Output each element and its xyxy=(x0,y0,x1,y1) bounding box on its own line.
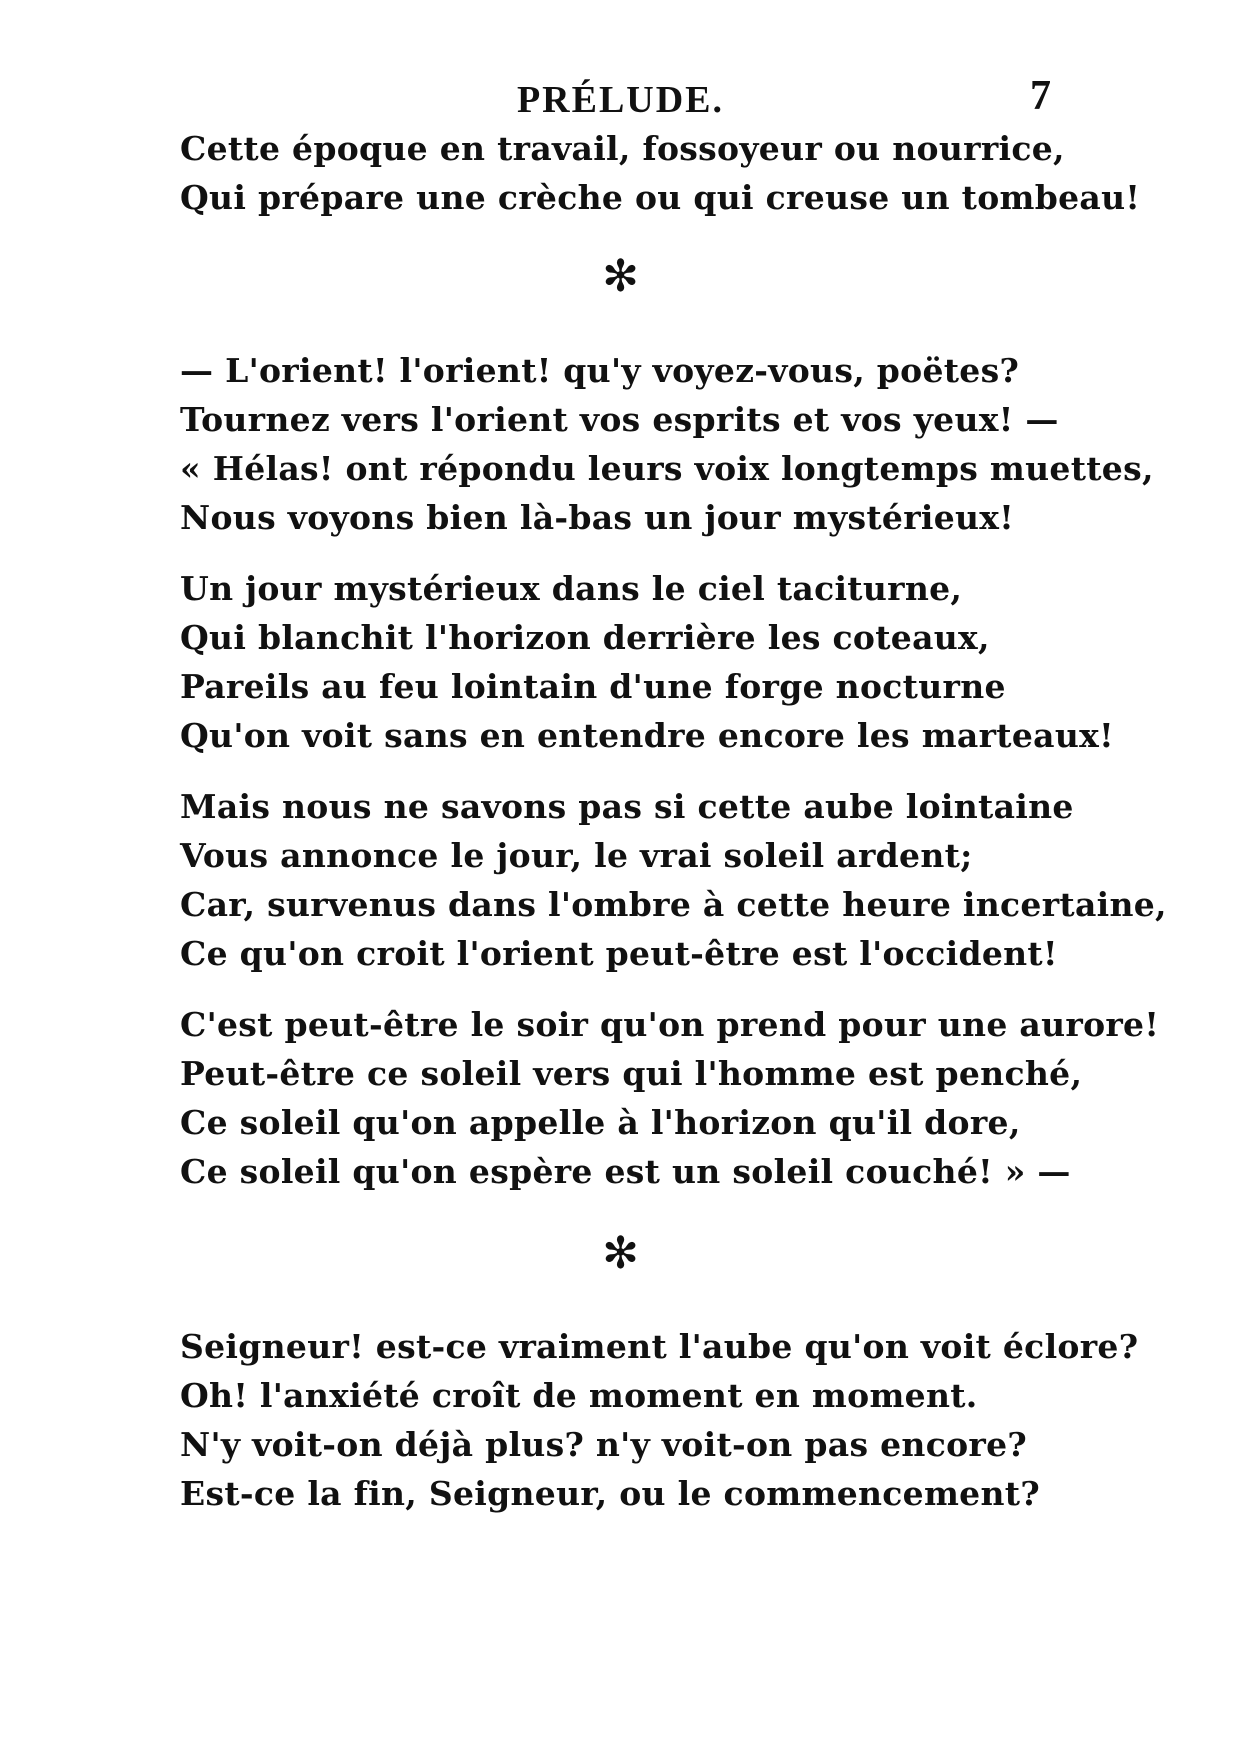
asterism-ornament: ✻ xyxy=(602,1228,639,1279)
verse-line: C'est peut-être le soir qu'on prend pour une aurore! xyxy=(180,1005,1160,1044)
verse-line: Qu'on voit sans en entendre encore les marteaux! xyxy=(180,716,1114,755)
verse-line: Est-ce la fin, Seigneur, ou le commencement? xyxy=(180,1474,1040,1513)
verse-line: Tournez vers l'orient vos esprits et vos yeux! — xyxy=(180,400,1059,439)
verse-line: N'y voit-on déjà plus? n'y voit-on pas encore? xyxy=(180,1425,1028,1464)
stanza-2 xyxy=(180,346,1154,542)
verse-line: Pareils au feu lointain d'une forge nocturne xyxy=(180,667,1006,706)
verse-line: Cette époque en travail, fossoyeur ou nourrice, xyxy=(180,129,1065,168)
verse-line: Nous voyons bien là-bas un jour mystérieux! xyxy=(180,498,1015,537)
verse-line: Ce soleil qu'on espère est un soleil couché! » — xyxy=(180,1152,1071,1191)
verse-line: Ce soleil qu'on appelle à l'horizon qu'il dore, xyxy=(180,1103,1021,1142)
verse-line: — L'orient! l'orient! qu'y voyez-vous, poëtes? xyxy=(180,351,1020,390)
page-number: 7 xyxy=(1030,73,1051,119)
verse-line: Un jour mystérieux dans le ciel taciturne, xyxy=(180,569,963,608)
verse-line: Qui blanchit l'horizon derrière les coteaux, xyxy=(180,618,990,657)
verse-line: Qui prépare une crèche ou qui creuse un tombeau! xyxy=(180,178,1141,217)
stanza-4 xyxy=(180,782,1167,978)
stanza-1 xyxy=(180,124,1141,222)
verse-line: Oh! l'anxiété croît de moment en moment. xyxy=(180,1376,978,1415)
stanza-3 xyxy=(180,564,1114,760)
verse-line: Car, survenus dans l'ombre à cette heure incertaine, xyxy=(180,885,1167,924)
verse-line: Vous annonce le jour, le vrai soleil ardent; xyxy=(180,836,973,875)
verse-line: Seigneur! est-ce vraiment l'aube qu'on voit éclore? xyxy=(180,1327,1139,1366)
verse-line: Peut-être ce soleil vers qui l'homme est penché, xyxy=(180,1054,1083,1093)
running-title: PRÉLUDE. xyxy=(516,79,725,121)
asterism-ornament: ✻ xyxy=(602,251,639,302)
verse-line: Mais nous ne savons pas si cette aube lointaine xyxy=(180,787,1074,826)
stanza-5 xyxy=(180,1000,1160,1196)
verse-line: « Hélas! ont répondu leurs voix longtemps muettes, xyxy=(180,449,1154,488)
stanza-6 xyxy=(180,1322,1139,1518)
verse-line: Ce qu'on croit l'orient peut-être est l'occident! xyxy=(180,934,1058,973)
